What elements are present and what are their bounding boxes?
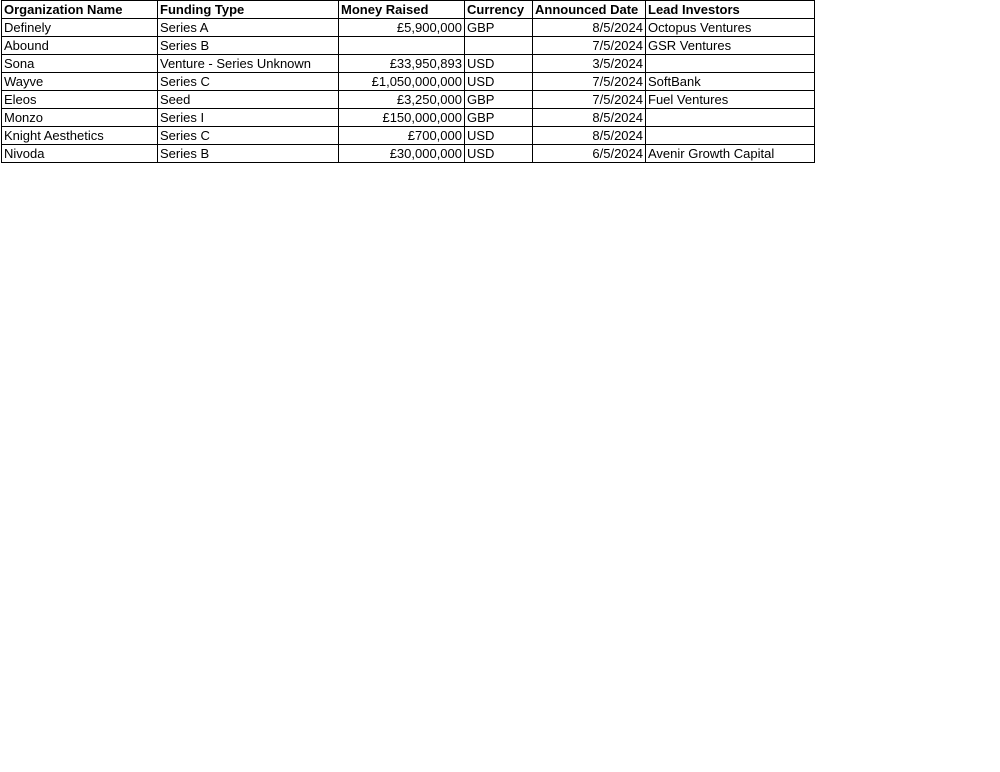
header-funding-type[interactable]: Funding Type [158,1,339,19]
organization-cell[interactable]: Definely [2,19,158,37]
header-lead-investors[interactable]: Lead Investors [646,1,815,19]
money-raised-cell[interactable]: £3,250,000 [339,91,465,109]
table-row [2,91,815,109]
organization-cell[interactable]: Sona [2,55,158,73]
funding-type-cell[interactable]: Series C [158,127,339,145]
table-body [2,19,815,163]
funding-type-cell[interactable]: Series B [158,145,339,163]
lead-investors-cell[interactable]: GSR Ventures [646,37,815,55]
table-row [2,37,815,55]
lead-investors-cell[interactable]: Fuel Ventures [646,91,815,109]
money-raised-cell[interactable]: £150,000,000 [339,109,465,127]
currency-cell[interactable]: USD [465,55,533,73]
funding-type-cell[interactable]: Venture - Series Unknown [158,55,339,73]
currency-cell[interactable]: GBP [465,19,533,37]
header-currency[interactable]: Currency [465,1,533,19]
header-announced-date[interactable]: Announced Date [533,1,646,19]
lead-investors-cell[interactable] [646,127,815,145]
lead-investors-cell[interactable]: SoftBank [646,73,815,91]
funding-type-cell[interactable]: Series I [158,109,339,127]
currency-cell[interactable]: GBP [465,91,533,109]
announced-date-cell[interactable]: 8/5/2024 [533,127,646,145]
currency-cell[interactable] [465,37,533,55]
announced-date-cell[interactable]: 7/5/2024 [533,37,646,55]
lead-investors-cell[interactable] [646,55,815,73]
table-row [2,127,815,145]
announced-date-cell[interactable]: 7/5/2024 [533,73,646,91]
lead-investors-cell[interactable]: Octopus Ventures [646,19,815,37]
table-row [2,109,815,127]
organization-cell[interactable]: Monzo [2,109,158,127]
announced-date-cell[interactable]: 8/5/2024 [533,109,646,127]
header-money-raised[interactable]: Money Raised [339,1,465,19]
table-row [2,55,815,73]
lead-investors-cell[interactable]: Avenir Growth Capital [646,145,815,163]
funding-table [1,0,815,163]
money-raised-cell[interactable]: £5,900,000 [339,19,465,37]
organization-cell[interactable]: Nivoda [2,145,158,163]
funding-type-cell[interactable]: Series A [158,19,339,37]
header-row [2,1,815,19]
money-raised-cell[interactable]: £700,000 [339,127,465,145]
currency-cell[interactable]: USD [465,127,533,145]
announced-date-cell[interactable]: 8/5/2024 [533,19,646,37]
organization-cell[interactable]: Wayve [2,73,158,91]
money-raised-cell[interactable]: £30,000,000 [339,145,465,163]
organization-cell[interactable]: Knight Aesthetics [2,127,158,145]
header-organization-name[interactable]: Organization Name [2,1,158,19]
spreadsheet [1,0,815,163]
announced-date-cell[interactable]: 7/5/2024 [533,91,646,109]
lead-investors-cell[interactable] [646,109,815,127]
announced-date-cell[interactable]: 3/5/2024 [533,55,646,73]
funding-type-cell[interactable]: Series C [158,73,339,91]
announced-date-cell[interactable]: 6/5/2024 [533,145,646,163]
currency-cell[interactable]: USD [465,73,533,91]
table-row [2,73,815,91]
funding-type-cell[interactable]: Seed [158,91,339,109]
currency-cell[interactable]: USD [465,145,533,163]
table-row [2,145,815,163]
table-row [2,19,815,37]
money-raised-cell[interactable]: £33,950,893 [339,55,465,73]
organization-cell[interactable]: Eleos [2,91,158,109]
organization-cell[interactable]: Abound [2,37,158,55]
currency-cell[interactable]: GBP [465,109,533,127]
funding-type-cell[interactable]: Series B [158,37,339,55]
money-raised-cell[interactable] [339,37,465,55]
money-raised-cell[interactable]: £1,050,000,000 [339,73,465,91]
